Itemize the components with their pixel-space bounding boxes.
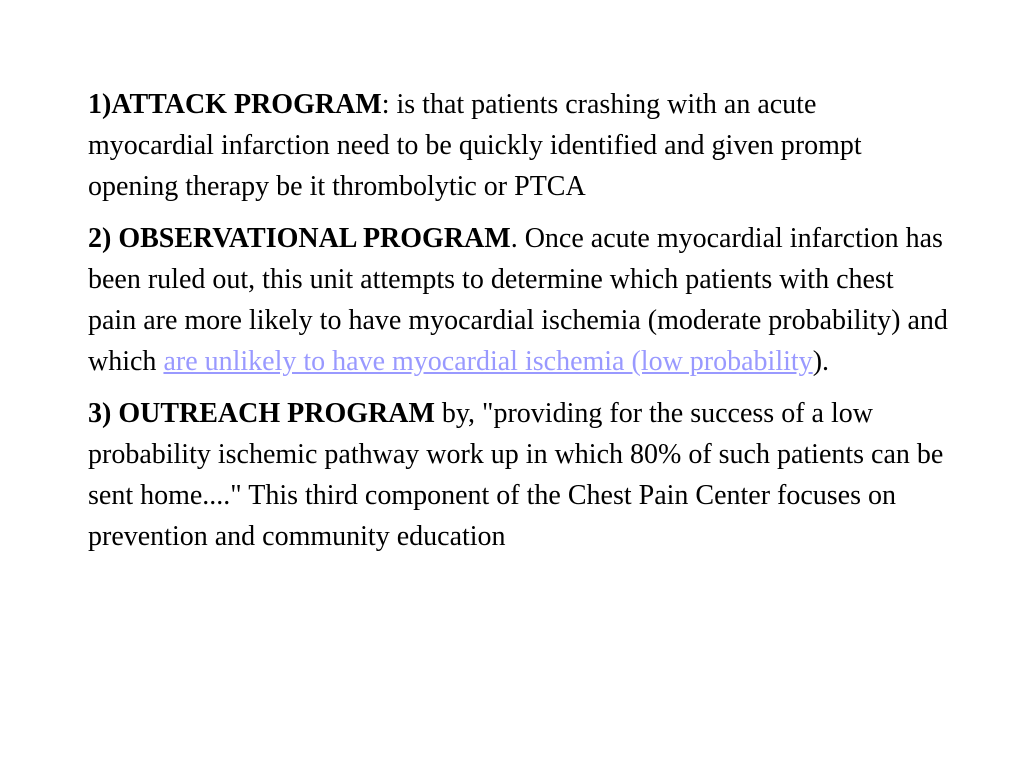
outreach-program-heading: 3) OUTREACH PROGRAM	[88, 398, 435, 429]
outreach-program-text: by, "providing for the success of a low probability ischemic pathway work up in which 80% of such patients can be sent home...." This third component of the Chest Pain Center focuses on prevention and community education	[88, 398, 944, 552]
paragraph-observational-program	[88, 218, 948, 382]
slide-content	[88, 84, 948, 568]
low-probability-link[interactable]: are unlikely to have myocardial ischemia (low probability	[163, 346, 813, 377]
observational-program-heading: 2) OBSERVATIONAL PROGRAM	[88, 223, 511, 254]
observational-program-text-end: ).	[812, 346, 830, 377]
attack-program-heading: 1)ATTACK PROGRAM	[88, 89, 382, 120]
paragraph-attack-program	[88, 84, 948, 207]
paragraph-outreach-program	[88, 393, 948, 557]
attack-program-text: : is that patients crashing with an acute myocardial infarction need to be quickly identified and given prompt opening therapy be it thrombolytic or PTCA	[88, 89, 862, 202]
observational-program-text: . Once acute myocardial infarction has been ruled out, this unit attempts to determine which patients with chest pain are more likely to have myocardial ischemia (moderate probability) and which	[88, 223, 948, 377]
